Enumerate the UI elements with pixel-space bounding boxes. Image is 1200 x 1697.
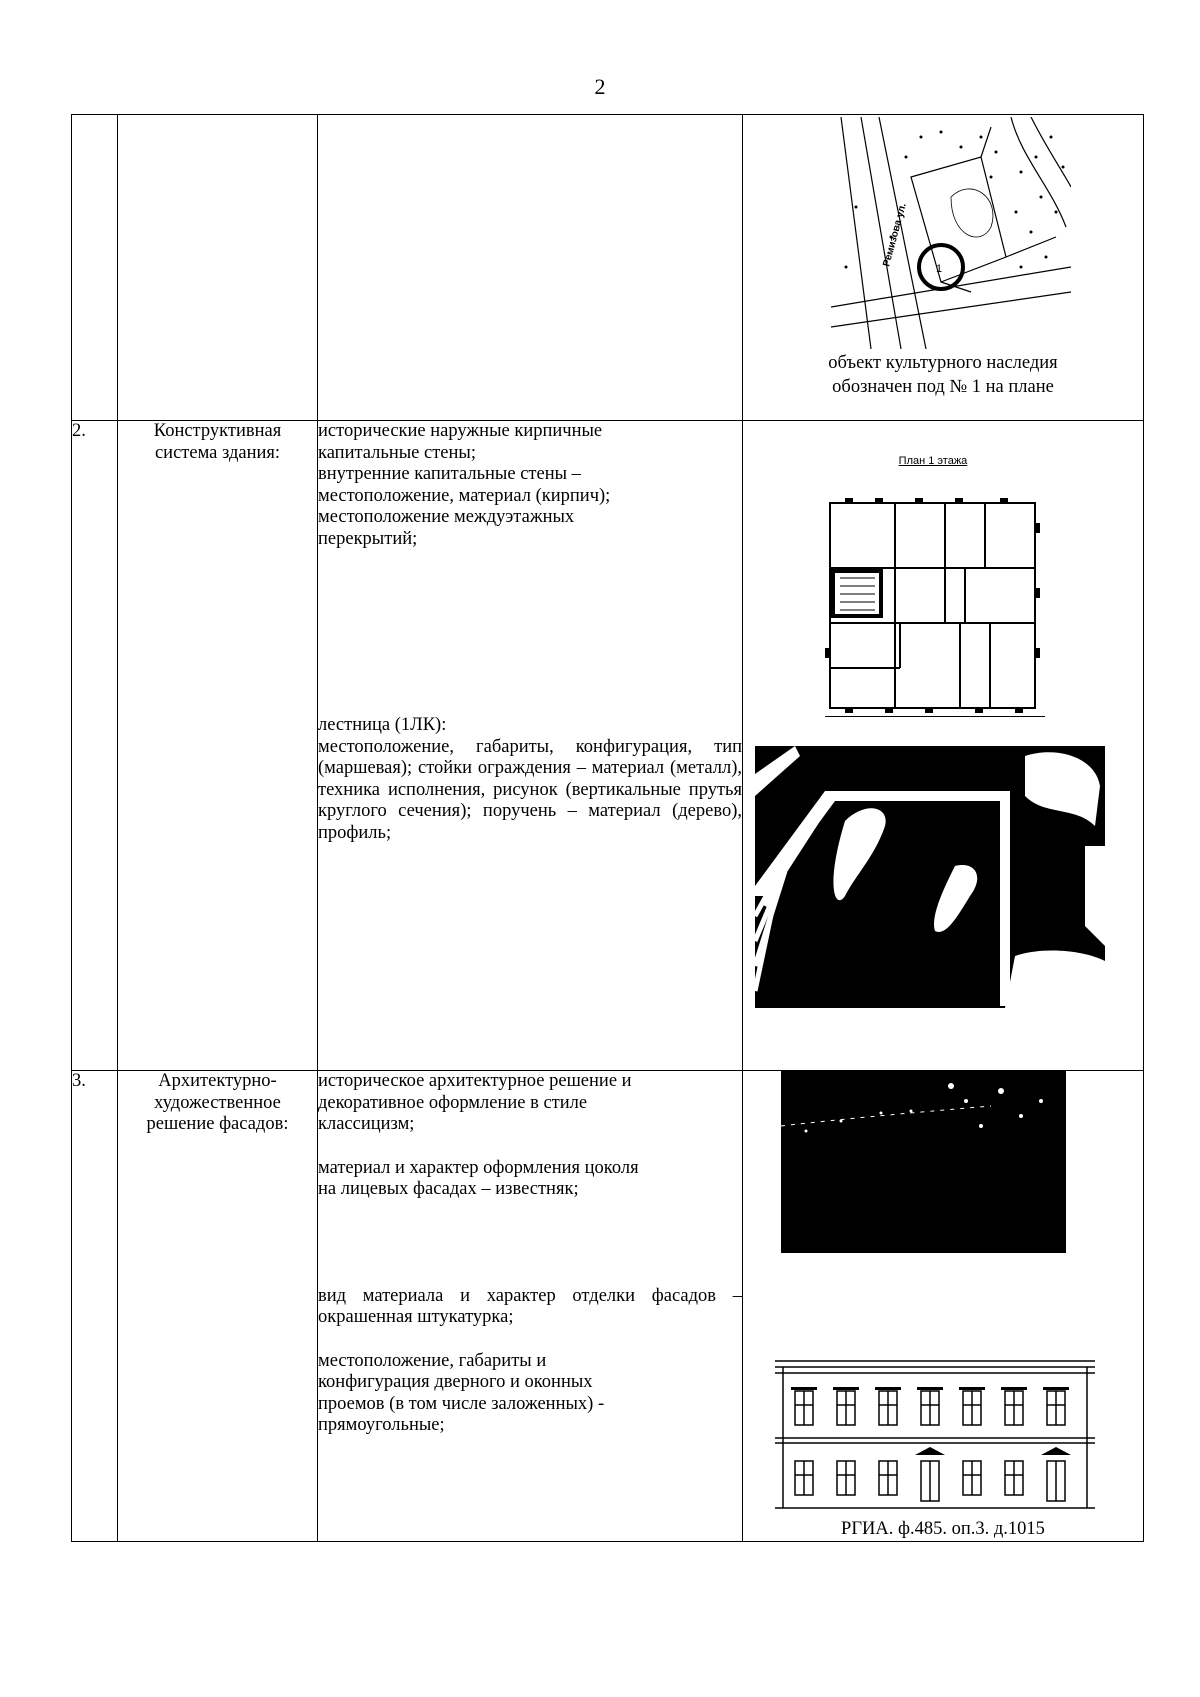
images-cell bbox=[743, 421, 1144, 1071]
page-number: 2 bbox=[594, 74, 606, 99]
table-row-map bbox=[72, 115, 1144, 421]
svg-text:1: 1 bbox=[936, 263, 943, 275]
historical-facade-drawing bbox=[775, 1343, 1095, 1513]
street-label: Ремизова ул. bbox=[881, 201, 909, 268]
row-description: исторические наружные кирпичные капитальные стены; внутренние капитальные стены – местоположение, материал (кирпич); местоположение междуэтажных перекрытий; лестница (1ЛК): местоположение, габариты, конфигурация, тип (маршевая); стойки ограждения – материал (металл), техника исполнения, рисунок (вертикальные прутья круглого сечения); поручень – материал (дерево), профиль; bbox=[318, 421, 743, 1071]
row-name: Конструктивная система здания: bbox=[118, 421, 318, 1071]
row-number: 3. bbox=[72, 1071, 118, 1542]
row-description: историческое архитектурное решение и декоративное оформление в стиле классицизм; материал и характер оформления цоколя на лицевых фасадах – известняк; вид материала и характер отделки фасадов – окрашенная штукатурка; местоположение, габариты и конфигурация дверного и оконных проемов (в том числе заложенных) - прямоугольные; bbox=[318, 1071, 743, 1542]
protection-subject-table bbox=[71, 114, 1144, 1542]
table-row-structural-system bbox=[72, 421, 1144, 1071]
map-cell bbox=[743, 115, 1144, 421]
row-name: Архитектурно- художественное решение фасадов: bbox=[118, 1071, 318, 1542]
row-number: 2. bbox=[72, 421, 118, 1071]
table-row-facades bbox=[72, 1071, 1144, 1542]
site-plan-map-image bbox=[831, 117, 1071, 349]
map-caption: объект культурного наследия обозначен под № 1 на плане bbox=[828, 353, 1058, 397]
facade-caption: РГИА. ф.485. оп.3. д.1015 bbox=[841, 1519, 1045, 1539]
images-cell bbox=[743, 1071, 1144, 1542]
floor-plan-image bbox=[825, 498, 1055, 723]
plinth-photo bbox=[781, 1071, 1066, 1253]
floor-plan-title: План 1 этажа bbox=[898, 455, 968, 467]
staircase-photo bbox=[755, 746, 1105, 1008]
